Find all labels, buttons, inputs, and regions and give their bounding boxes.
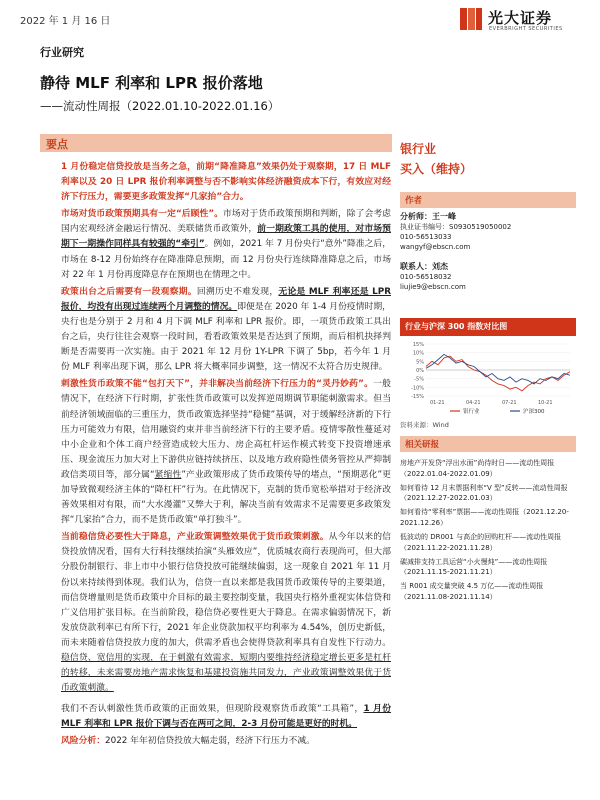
legend-label: 银行业 — [463, 409, 480, 415]
report-subtitle: ——流动性周报（2022.01.10-2022.01.16） — [40, 99, 280, 113]
y-tick-label: -5% — [414, 376, 424, 383]
paragraph-2 — [61, 207, 391, 282]
related-list — [400, 458, 576, 606]
paragraph-1: 1 月份稳定信贷投放是当务之急，前期“降准降息”效果仍处于观察期，17 日 MLF 利率以及 20 日 LPR 报价利率调整与否不影响实体经济融资成本下行，有效应对经济下行压力，需要更多政策发挥“几家抬”合力。 — [61, 162, 391, 203]
paragraph-5-text-a: 从今年以来的信贷投放情况看，国有大行科技继续抬演“头雁效应”，优质城农商行表现尚可，但大部分股份制银行、非上市中小银行信贷投放可能继续偏弱，这一现象自 2021 年 11 月份以来持续得到体现。我们认为，信贷一直以来都是我国货币政策传导的主要渠道，而信贷增量则是货币政策中介目标的最主要控制变量，我国央行格外重视实体信贷和广义信用扩张目标。在当前阶段，稳信贷必要性更大于降息。在需求偏弱情况下，新发放贷款利率已有所下行，2021 年企业贷款加权平均利率为 4.54%，创历史新低，而未来随着信贷投放力度的加大，供需矛盾也会使得贷款利率具有自发性下行动力。 — [61, 532, 391, 648]
related-item[interactable]: 低波动的 DR001 与高企的回购杠杆——流动性周报（2021.11.22-2021.11.28） — [400, 533, 562, 552]
y-tick-label: 15% — [412, 342, 424, 348]
paragraph-5 — [61, 530, 391, 696]
y-tick-label: -15% — [411, 394, 424, 400]
analyst-phone: 010-56513033 — [400, 233, 452, 241]
paragraph-3-text-b: 即便是在 2020 年 1-4 月份疫情时期，央行也是分别于 2 月和 4 月下调 MLF 利率和 LPR 报价。即，一项货币政策工具出台之后，央行往往会观察一段时间，看看政策效果是否达到了预期，而后相机抉择判断是否需要再一次实施。由于 2021 年 12 月份 1Y-LPR 下调了 5bp，若今年 1 月份 MLF 利率出现下调，那么 LPR 将大概率同步调整，这一情况不太符合历史规律。 — [61, 301, 391, 373]
contact-name: 联系人：刘杰 — [400, 262, 448, 271]
y-tick-label: 10% — [412, 350, 424, 357]
risk-text: 2022 年年初信贷投放大幅走弱，经济下行压力不减。 — [105, 736, 315, 747]
related-item[interactable]: 房地产开发贷“浮出水面”尚待时日——流动性周报（2022.01.04-2022.01.09） — [400, 459, 555, 478]
paragraph-5-lead: 当前稳信贷必要性大于降息，产业政策调整效果优于货币政策刺激。 — [61, 532, 329, 543]
authors-header — [400, 192, 576, 208]
paragraph-3 — [61, 285, 391, 376]
series-line-hs300 — [426, 354, 570, 384]
x-tick-label: 07-21 — [502, 400, 517, 406]
y-tick-label: 5% — [416, 359, 424, 366]
paragraph-4-text-b: ”产业政策形成了货币政策传导的堵点，“预期恶化”更加导致微观经济主体的“降杠杆”行为。在此情况下，克制的货币宽松举措对于经济改善效果相对有限，而“大水漫灌”又弊大于利，解决当前有效需求不足需要更多政策发挥“几家抬”合力，而不是货币政策“单打独斗”。 — [61, 469, 391, 526]
risk-label: 风险分析： — [61, 736, 105, 747]
contact-phone: 010-56518032 — [400, 273, 452, 281]
authors-label: 作者 — [405, 196, 423, 206]
related-item[interactable]: 如何看待“零利率”票据——流动性周报（2021.12.20-2021.12.26） — [400, 508, 569, 527]
main-body — [61, 160, 391, 752]
paragraph-2-underline: 前一期政策工具的使用，对市场预期下一期操作同样具有较强的“牵引” — [61, 224, 391, 250]
paragraph-6-text-a: 我们不否认刺激性货币政策的正面效果，但现阶段观察货币政策“工具箱”， — [61, 704, 364, 715]
paragraph-4-lead: 刺激性货币政策不能“包打天下”，并非解决当前经济下行压力的“灵丹妙药”。 — [61, 379, 374, 390]
logo-text: 光大证券 — [488, 9, 553, 27]
author-block — [400, 212, 576, 292]
paragraph-2-lead: 市场对货币政策预期具有一定“后顾性”。 — [61, 209, 223, 220]
paragraph-5-underline: 稳信贷、宽信用的实现，在于刺激有效需求，短期内要维持经济稳定增长更多是杠杆的转移，未来需要房地产需求恢复和基建投资施共同发力，产业政策调整效果优于货币政策刺激。 — [61, 653, 391, 694]
paragraph-4-underline: 紧缩性 — [154, 469, 182, 480]
related-item[interactable]: 如何看待 12 月末票据利率“V 型”反转——流动性周报（2021.12.27-2022.01.03） — [400, 483, 568, 503]
risk-analysis — [61, 734, 391, 749]
related-item[interactable]: 当 R001 成交量突破 4.5 万亿——流动性周报（2021.11.08-2021.11.14） — [400, 582, 544, 602]
chart-title: 行业与沪深 300 指数对比图 — [405, 322, 508, 331]
analyst-license: 执业证书编号：S0930519050002 — [400, 223, 512, 231]
analyst-email[interactable]: wangyf@ebscn.com — [400, 243, 471, 251]
contact-email[interactable]: liujie9@ebscn.com — [400, 283, 466, 291]
report-date: 2022 年 1 月 16 日 — [20, 16, 111, 27]
paragraph-3-lead: 政策出台之后需要有一段观察期。 — [61, 286, 197, 297]
paragraph-2-text-a: 市场对于货币政策预期和判断，除了会考虑国内宏观经济金融运行情况、美联储货币政策外， — [61, 209, 391, 235]
paragraph-2-text-b: 。例如，2021 年 7 月份央行“意外”降准之后，市场在 8-12 月份始终存在降准降息预期，而 12 月份央行连续降准降息之后，市场对 22 年 1 月份再度降息存在预期也在情理之中。 — [61, 239, 391, 280]
legend-label: 沪深300 — [523, 409, 545, 415]
related-header — [400, 436, 576, 452]
y-tick-label: -10% — [411, 385, 424, 392]
index-comparison-chart — [400, 340, 576, 416]
y-tick-label: 0% — [416, 368, 424, 374]
company-logo — [458, 6, 584, 36]
logo-subtext: EVERBRIGHT SECURITIES — [489, 26, 563, 32]
paragraph-4 — [61, 377, 391, 528]
rating: 买入（维持） — [400, 162, 473, 176]
paragraph-6 — [61, 702, 391, 732]
analyst-name: 分析师：王一峰 — [400, 212, 456, 221]
key-points-header — [40, 134, 392, 152]
chart-header — [400, 318, 576, 336]
paragraph-6-underline: 1 月份 MLF 利率和 LPR 报价下调与否在两可之间，2-3 月份可能是更好的时机。 — [61, 704, 391, 730]
related-label: 相关研报 — [405, 440, 440, 450]
key-points-label: 要点 — [46, 138, 68, 151]
report-title: 静待 MLF 利率和 LPR 报价落地 — [40, 74, 263, 92]
paragraph-4-text-a: 一般情况下，在经济下行时期，扩张性货币政策可以发挥逆周期调节职能刺激需求。但当前经济领域面临的三重压力，货币政策选择坚持“稳健”基调，对于缓解经济新的下行压力可能效力有限，信用融资约束并非当前经济下行的主要矛盾。疫情零散性蔓延对中小企业和个体工商户经营造成较大压力、房企高杠杆运作模式转变下投资增速承压、现金流压力加大对上下游供应链持续挤压、以及地方政府隐性债务管控从严抑制政信类项目等，部分属“ — [61, 379, 391, 480]
x-tick-label: 01-21 — [430, 400, 445, 406]
logo-mark-icon — [458, 6, 484, 32]
report-category: 行业研究 — [40, 46, 84, 59]
x-tick-label: 04-21 — [466, 400, 481, 406]
paragraph-3-underline: 无论是 MLF 利率还是 LPR 报价，均没有出现过连续两个月调整的情况。 — [61, 286, 391, 312]
related-item[interactable]: 碳减排支持工具运营“小火慢炖”——流动性周报（2021.11.15-2021.11.21） — [400, 557, 548, 577]
chart-source: 资料来源：Wind — [400, 421, 449, 429]
paragraph-3-text-a: 回溯历史不难发现， — [196, 286, 279, 297]
industry-name: 银行业 — [400, 142, 437, 156]
x-tick-label: 10-21 — [538, 400, 553, 406]
